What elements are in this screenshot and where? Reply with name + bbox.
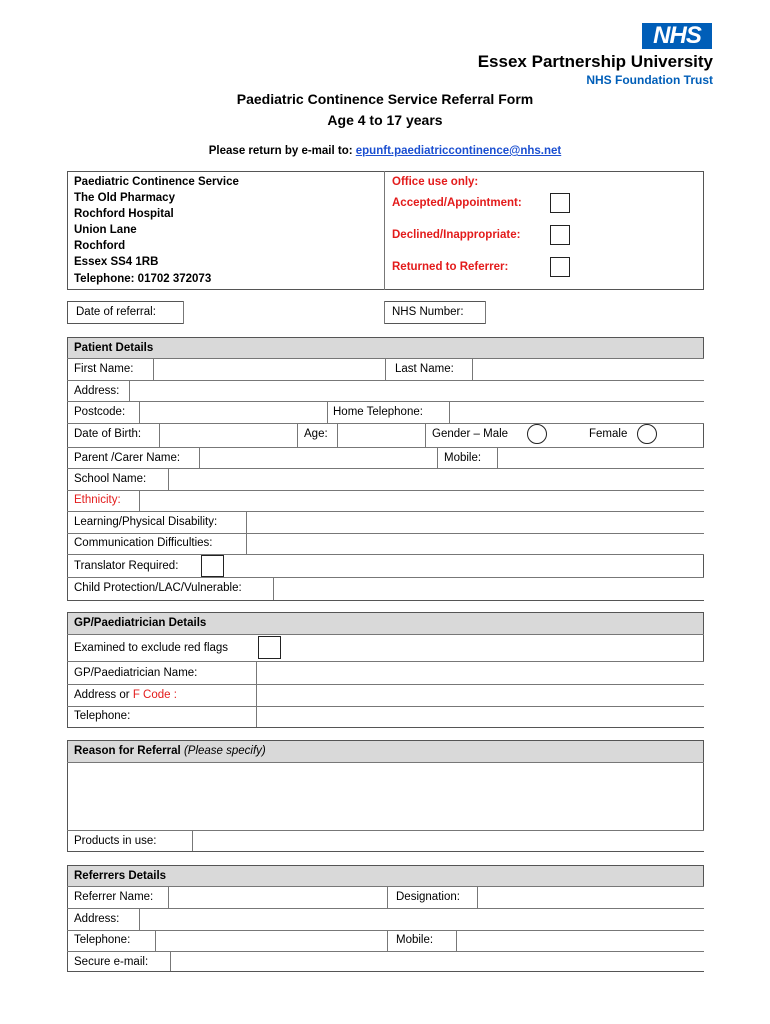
patient-mobile-field[interactable]	[497, 448, 704, 468]
date-of-birth-label: Date of Birth:	[74, 428, 142, 440]
address-line: Paediatric Continence Service	[74, 176, 239, 188]
school-name-field[interactable]	[168, 469, 704, 490]
secure-email-field[interactable]	[170, 952, 704, 971]
address-telephone: Telephone: 01702 372073	[74, 273, 212, 285]
postcode-label: Postcode:	[74, 406, 126, 418]
referrer-telephone-field[interactable]	[155, 931, 387, 951]
designation-field[interactable]	[477, 887, 704, 908]
address-line: Essex SS4 1RB	[74, 256, 159, 268]
returned-checkbox[interactable]	[550, 257, 570, 277]
postcode-field[interactable]	[139, 402, 327, 423]
reason-heading	[68, 741, 703, 762]
gender-female-radio[interactable]	[637, 424, 657, 444]
translator-required-checkbox[interactable]	[201, 555, 224, 577]
translator-required-label: Translator Required:	[74, 560, 179, 572]
designation-label: Designation:	[396, 891, 460, 903]
first-name-label: First Name:	[74, 363, 134, 375]
accepted-checkbox[interactable]	[550, 193, 570, 213]
school-name-label: School Name:	[74, 473, 147, 485]
gp-telephone-field[interactable]	[256, 707, 704, 727]
address-label: Address:	[74, 385, 120, 397]
gp-address-label	[74, 689, 177, 701]
age-label: Age:	[304, 428, 328, 440]
nhs-logo: NHS	[642, 23, 712, 49]
return-instructions	[0, 145, 770, 157]
referrer-heading: Referrers Details	[68, 866, 703, 887]
products-in-use-label: Products in use:	[74, 835, 157, 847]
gp-address-field[interactable]	[256, 685, 704, 706]
gender-female-label: Female	[589, 428, 628, 440]
referrer-telephone-label: Telephone:	[74, 934, 131, 946]
date-of-birth-field[interactable]	[159, 424, 297, 447]
reason-heading-text: Reason for Referral	[74, 745, 181, 757]
nhs-number-field[interactable]	[485, 301, 704, 324]
secure-email-label: Secure e-mail:	[74, 956, 149, 968]
gp-name-field[interactable]	[256, 662, 704, 684]
parent-carer-field[interactable]	[199, 448, 437, 468]
referrer-name-field[interactable]	[168, 887, 387, 908]
returned-label: Returned to Referrer:	[392, 261, 509, 273]
learning-disability-label: Learning/Physical Disability:	[74, 516, 218, 528]
referrer-mobile-field[interactable]	[456, 931, 704, 951]
org-name: Essex Partnership University	[477, 52, 713, 71]
return-prefix: Please return by e-mail to:	[208, 145, 353, 157]
address-line: Rochford Hospital	[74, 208, 174, 220]
examined-red-flags-checkbox[interactable]	[258, 636, 281, 659]
declined-label: Declined/Inappropriate:	[392, 229, 521, 241]
f-code-label: F Code :	[132, 689, 177, 701]
referrer-address-field[interactable]	[139, 909, 704, 930]
date-of-referral-label: Date of referral:	[76, 306, 156, 318]
return-email-link[interactable]: epunft.paediatriccontinence@nhs.net	[355, 145, 562, 157]
examined-red-flags-label: Examined to exclude red flags	[74, 642, 229, 654]
gp-telephone-label: Telephone:	[74, 710, 131, 722]
patient-details-heading: Patient Details	[68, 338, 703, 359]
office-use-title: Office use only:	[392, 176, 479, 188]
last-name-label: Last Name:	[395, 363, 454, 375]
org-subtitle: NHS Foundation Trust	[586, 73, 713, 87]
address-line: Rochford	[74, 240, 126, 252]
form-subtitle: Age 4 to 17 years	[327, 112, 443, 128]
gp-name-label: GP/Paediatrician Name:	[74, 667, 198, 679]
child-protection-label: Child Protection/LAC/Vulnerable:	[74, 582, 242, 594]
reason-specify: (Please specify)	[183, 745, 266, 757]
ethnicity-field[interactable]	[139, 491, 704, 511]
address-line: The Old Pharmacy	[74, 192, 175, 204]
communication-difficulties-label: Communication Difficulties:	[74, 537, 213, 549]
nhs-number-label: NHS Number:	[392, 306, 464, 318]
referrer-address-label: Address:	[74, 913, 120, 925]
first-name-field[interactable]	[153, 359, 385, 380]
learning-disability-field[interactable]	[246, 512, 704, 533]
communication-difficulties-field[interactable]	[246, 534, 704, 554]
reason-textarea[interactable]	[68, 763, 703, 830]
referrer-mobile-label: Mobile:	[396, 934, 434, 946]
age-field[interactable]	[337, 424, 425, 447]
gp-details-heading: GP/Paediatrician Details	[68, 613, 703, 634]
mobile-label: Mobile:	[444, 452, 482, 464]
ethnicity-label: Ethnicity:	[74, 494, 121, 506]
address-line: Union Lane	[74, 224, 137, 236]
gender-male-label: Gender – Male	[432, 428, 509, 440]
parent-carer-label: Parent /Carer Name:	[74, 452, 181, 464]
last-name-field[interactable]	[472, 359, 704, 380]
gp-address-prefix: Address or	[74, 689, 133, 701]
home-telephone-field[interactable]	[449, 402, 704, 423]
patient-address-field[interactable]	[129, 381, 704, 401]
date-of-referral-field[interactable]	[183, 301, 384, 324]
child-protection-field[interactable]	[273, 578, 704, 600]
form-title: Paediatric Continence Service Referral Form	[236, 91, 534, 107]
products-in-use-field[interactable]	[192, 831, 704, 851]
referrer-name-label: Referrer Name:	[74, 891, 154, 903]
home-telephone-label: Home Telephone:	[333, 406, 423, 418]
declined-checkbox[interactable]	[550, 225, 570, 245]
gender-male-radio[interactable]	[527, 424, 547, 444]
accepted-label: Accepted/Appointment:	[392, 197, 522, 209]
